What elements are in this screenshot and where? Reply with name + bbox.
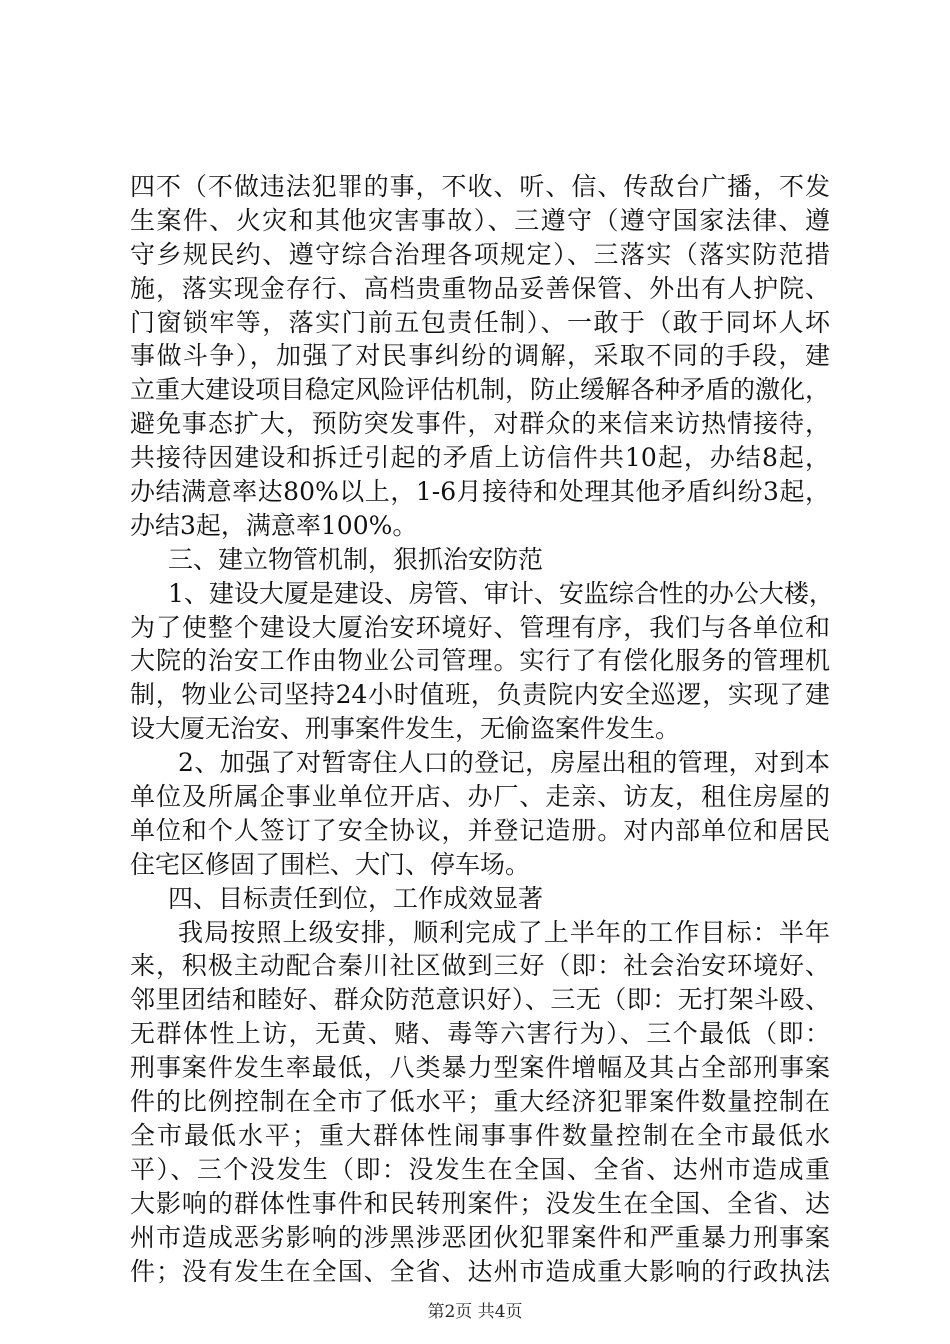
paragraph-line: 刑事案件发生率最低，八类暴力型案件增幅及其占全部刑事案	[130, 1053, 830, 1083]
paragraph-line: 避免事态扩大，预防突发事件，对群众的来信来访热情接待，	[130, 409, 830, 439]
paragraph-line: 制，物业公司坚持24小时值班，负责院内安全巡逻，实现了建	[130, 680, 830, 710]
paragraph-line: 单位和个人签订了安全协议，并登记造册。对内部单位和居民	[130, 815, 830, 845]
paragraph-line: 门窗锁牢等，落实门前五包责任制）、一敢于（敢于同坏人坏	[130, 307, 830, 337]
paragraph-line: 1、建设大厦是建设、房管、审计、安监综合性的办公大楼，	[168, 578, 834, 608]
paragraph-line: 为了使整个建设大厦治安环境好、管理有序，我们与各单位和	[130, 612, 830, 642]
paragraph-line: 守乡规民约、遵守综合治理各项规定）、三落实（落实防范措	[130, 239, 830, 269]
paragraph-line: 生案件、火灾和其他灾害事故）、三遵守（遵守国家法律、遵	[130, 205, 830, 235]
paragraph-line: 立重大建设项目稳定风险评估机制，防止缓解各种矛盾的激化，	[130, 375, 831, 405]
paragraph-line: 全市最低水平；重大群体性闹事事件数量控制在全市最低水	[130, 1120, 830, 1150]
paragraph-line: 四不（不做违法犯罪的事，不收、听、信、传敌台广播，不发	[130, 172, 830, 201]
paragraph-line: 2、加强了对暂寄住人口的登记，房屋出租的管理，对到本	[178, 748, 830, 778]
document-body	[130, 170, 834, 1288]
paragraph-line: 大院的治安工作由物业公司管理。实行了有偿化服务的管理机	[130, 646, 830, 676]
paragraph-line: 住宅区修固了围栏、大门、停车场。	[130, 849, 531, 879]
paragraph-line: 设大厦无治安、刑事案件发生，无偷盗案件发生。	[130, 714, 681, 744]
page-number-footer: 第2页 共4页	[427, 1302, 523, 1322]
paragraph-line: 单位及所属企事业单位开店、办厂、走亲、访友，租住房屋的	[130, 782, 830, 812]
paragraph-line: 件的比例控制在全市了低水平；重大经济犯罪案件数量控制在	[130, 1087, 830, 1117]
paragraph-line: 办结3起，满意率100%。	[130, 510, 418, 540]
section-heading: 四、目标责任到位，工作成效显著	[168, 883, 544, 913]
paragraph-line: 大影响的群体性事件和民转刑案件；没发生在全国、全省、达	[130, 1188, 830, 1218]
section-heading: 三、建立物管机制，狠抓治安防范	[168, 544, 544, 574]
paragraph-line: 邻里团结和睦好、群众防范意识好）、三无（即：无打架斗殴、	[130, 985, 830, 1015]
paragraph-line: 我局按照上级安排，顺利完成了上半年的工作目标：半年	[178, 917, 830, 947]
paragraph-line: 施，落实现金存行、高档贵重物品妥善保管、外出有人护院、	[130, 273, 830, 303]
paragraph-line: 无群体性上访，无黄、赌、毒等六害行为）、三个最低（即：	[130, 1019, 830, 1049]
paragraph-line: 来，积极主动配合秦川社区做到三好（即：社会治安环境好、	[130, 951, 830, 981]
paragraph-line: 办结满意率达80%以上，1-6月接待和处理其他矛盾纠纷3起，	[130, 477, 830, 507]
paragraph-line: 件；没有发生在全国、全省、达州市造成重大影响的行政执法	[130, 1256, 830, 1286]
paragraph-line: 平）、三个没发生（即：没发生在全国、全省、达州市造成重	[130, 1154, 830, 1184]
paragraph-line: 事做斗争），加强了对民事纠纷的调解，采取不同的手段，建	[130, 341, 830, 371]
paragraph-line: 共接待因建设和拆迁引起的矛盾上访信件共10起，办结8起，	[130, 443, 830, 473]
paragraph-line: 州市造成恶劣影响的涉黑涉恶团伙犯罪案件和严重暴力刑事案	[130, 1222, 830, 1252]
